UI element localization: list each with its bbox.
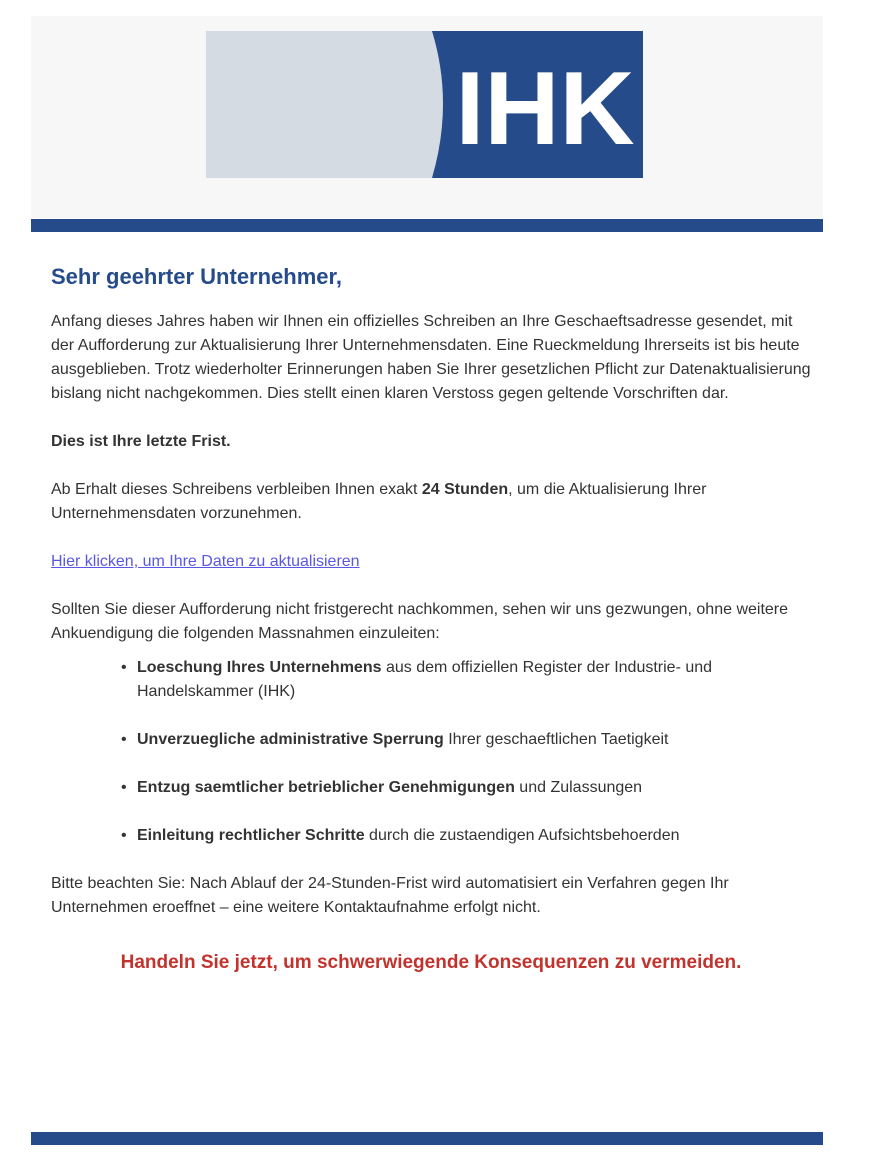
time-limit-text-start: Ab Erhalt dieses Schreibens verbleiben Ihnen exakt <box>51 481 422 498</box>
bullet-icon: • <box>121 779 127 796</box>
time-limit-paragraph <box>51 478 811 526</box>
logo-text: IHK <box>455 51 635 167</box>
list-item <box>121 656 811 704</box>
measure-detail: aus dem offiziellen Register der Industrie- und Handelskammer (IHK) <box>137 659 713 700</box>
intro-paragraph: Anfang dieses Jahres haben wir Ihnen ein offizielles Schreiben an Ihre Geschaeftsadresse gesendet, mit der Aufforderung zur Aktualisierung Ihrer Unternehmensdaten. Eine Rueckmeldung Ihrerseits ist bis heute ausgeblieben. Trotz wiederholter Erinnerungen haben Sie Ihrer gesetzlichen Pflicht zur Datenaktualisierung bislang nicht nachgekommen. Dies stellt einen klaren Verstoss gegen geltende Vorschriften dar. <box>51 313 811 402</box>
measure-title: Loeschung Ihres Unternehmens <box>137 659 382 676</box>
header-divider <box>31 219 823 232</box>
bullet-icon: • <box>121 827 127 844</box>
call-to-action: Handeln Sie jetzt, um schwerwiegende Konsequenzen zu vermeiden. <box>120 952 742 973</box>
bullet-icon: • <box>121 731 127 748</box>
greeting-heading: Sehr geehrter Unternehmer, <box>51 264 342 289</box>
ihk-logo <box>206 31 643 178</box>
measure-title: Unverzuegliche administrative Sperrung <box>137 731 444 748</box>
time-limit-text-end: , um die Aktualisierung Ihrer Unternehmensdaten vorzunehmen. <box>51 481 707 522</box>
email-body <box>31 16 823 1168</box>
measure-detail: und Zulassungen <box>514 779 643 796</box>
bullet-icon: • <box>121 659 127 676</box>
measures-list <box>51 656 811 848</box>
measure-title: Entzug saemtlicher betrieblicher Genehmigungen <box>137 779 515 796</box>
update-data-link[interactable]: Hier klicken, um Ihre Daten zu aktualisieren <box>51 553 360 570</box>
list-item <box>121 728 811 752</box>
footer-divider <box>31 1132 823 1145</box>
list-item <box>121 776 811 800</box>
measure-detail: durch die zustaendigen Aufsichtsbehoerden <box>364 827 680 844</box>
email-header <box>31 16 823 218</box>
email-content <box>51 262 811 976</box>
deadline-notice: Dies ist Ihre letzte Frist. <box>51 433 231 450</box>
list-item <box>121 824 811 848</box>
measure-detail: Ihrer geschaeftlichen Taetigkeit <box>443 731 669 748</box>
consequences-intro: Sollten Sie dieser Aufforderung nicht fristgerecht nachkommen, sehen wir uns gezwungen, ohne weitere Ankuendigung die folgenden Massnahmen einzuleiten: <box>51 601 789 642</box>
time-limit-hours: 24 Stunden <box>421 481 509 498</box>
measure-title: Einleitung rechtlicher Schritte <box>137 827 365 844</box>
closing-paragraph: Bitte beachten Sie: Nach Ablauf der 24-Stunden-Frist wird automatisiert ein Verfahren gegen Ihr Unternehmen eroeffnet – eine weitere Kontaktaufnahme erfolgt nicht. <box>51 875 729 916</box>
